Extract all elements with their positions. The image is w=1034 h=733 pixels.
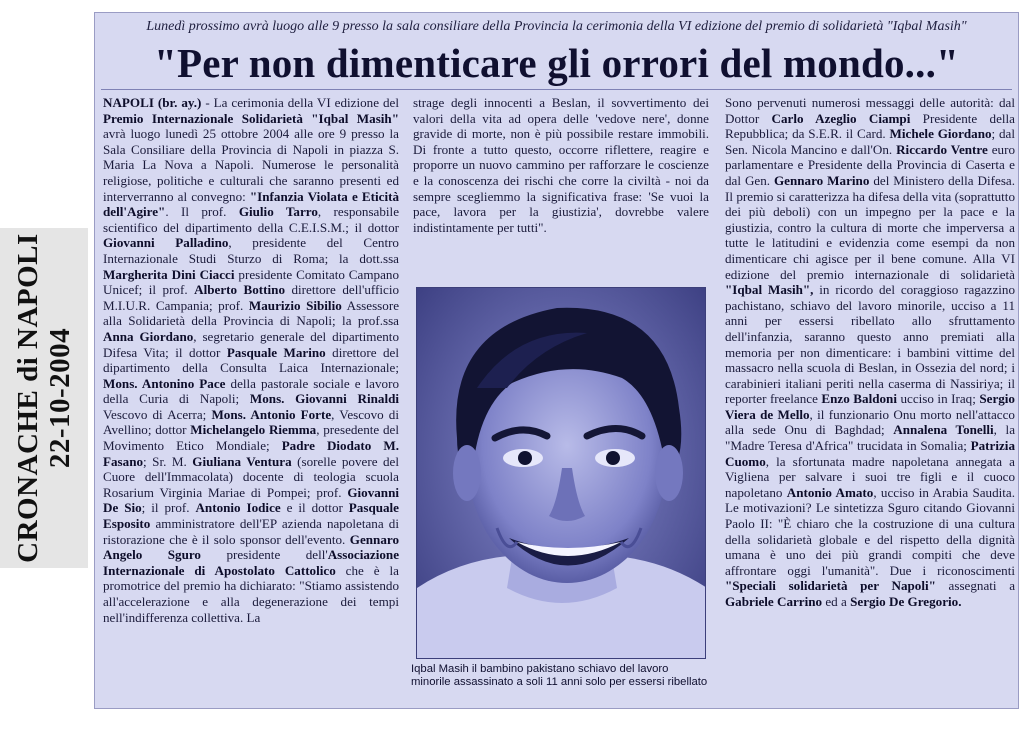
- body-text: della pastorale sociale e lavoro della Curia di Napoli;: [103, 375, 399, 407]
- body-text: - La cerimonia della VI edizione del: [201, 95, 399, 110]
- body-text: Due i riconoscimenti: [878, 562, 1015, 578]
- emphasized-text: Riccardo Ventre: [896, 141, 988, 157]
- emphasized-text: Padre Diodato M. Fasano: [103, 438, 399, 469]
- emphasized-text: Premio Internazionale Solidarietà "Iqbal Masih": [103, 110, 399, 126]
- newspaper-name: CRONACHE di NAPOLI: [12, 233, 44, 563]
- body-text: , presedente del Movimento Etico Mondiale;: [103, 422, 399, 454]
- body-text: , segretario generale del dipartimento Difesa Vita; il dottor: [103, 328, 399, 360]
- article-paragraph: [725, 95, 1015, 610]
- body-text: , ucciso in Arabia Saudita. Le motivazioni? Le sintetizza Sguro citando Giovanni Paolo II: "È chiaro che la costruzione di una cultura della solidarietà globale e del rispetto della dignità umana è uno dei più grandi compiti che deve affrontare oggi l'umanità".: [725, 484, 1016, 578]
- body-text: del Ministero della Difesa. Il premio si caratterizza ha difesa della vita (soprattutto dei più deboli) con un impegno per la pace e la giustizia, contro la cultura di morte che imperversa a tutte le latitudini e evidenzia come esempi da non dimenticare chi agisce per il bene comune.: [725, 172, 1015, 266]
- portrait-photo: [416, 287, 706, 659]
- emphasized-text: Associazione Internazionale di Apostolato Cattolico: [103, 547, 399, 578]
- emphasized-text: Carlo Azeglio Ciampi: [771, 110, 911, 126]
- body-text: avrà luogo lunedì 25 ottobre 2004 alle ore 9 presso la Sala Consiliare della Provincia di Napoli in piazza S. Maria La Nova a Napoli. Numerose le personalità religiose, politiche e culturali che saranno presenti ed interverranno al convegno:: [103, 126, 399, 204]
- article-paragraph: [413, 95, 709, 235]
- body-text: strage degli innocenti a Beslan, il sovvertimento dei valori della vita ad opera delle 'vedove nere', donne gravide di morte, non è più possibile restare immobili.: [413, 95, 709, 142]
- emphasized-text: Alberto Bottino: [194, 282, 285, 298]
- body-text: ; il prof.: [141, 500, 196, 516]
- emphasized-text: Michelangelo Riemma: [190, 422, 317, 438]
- portrait-illustration: [417, 288, 706, 659]
- body-text: , responsabile scientifico del dipartimento della C.E.I.S.M.; il dottor: [103, 204, 400, 235]
- body-text: direttore del dipartimento della Consulta Laica Internazionale;: [103, 344, 399, 376]
- body-text: Sono pervenuti numerosi messaggi delle autorità: dal Dottor: [725, 95, 1015, 126]
- body-text: assegnati a: [935, 578, 1016, 594]
- body-text: , la sfortunata madre napoletana annegata a Vigliena per salvare i suoi tre figli e il cuoco napoletano: [725, 453, 1015, 500]
- emphasized-text: Giulio Tarro: [238, 204, 318, 220]
- body-text: Presidente della Repubblica; da S.E.R. il Card.: [725, 110, 1015, 142]
- body-text: euro parlamentare e Presidente della Provincia di Caserta e dal Gen.: [725, 141, 1015, 188]
- body-text: Vescovo di Acerra;: [103, 406, 212, 422]
- article-paragraph: [103, 95, 399, 625]
- emphasized-text: "Infanzia Violata e Eticità dell'Agire": [103, 188, 399, 220]
- body-text: ; Sr. M.: [143, 453, 193, 469]
- emphasized-text: Enzo Baldoni: [821, 391, 897, 407]
- body-text: presidente dell': [200, 547, 328, 563]
- emphasized-text: Giovanni De Sio: [103, 484, 399, 516]
- emphasized-text: Antonio Amato: [786, 484, 874, 500]
- article-column-1: [103, 95, 399, 707]
- newspaper-source-label: [12, 233, 76, 563]
- article-headline: "Per non dimenticare gli orrori del mondo...": [154, 40, 959, 86]
- headline-divider: [101, 89, 1012, 90]
- body-text: (sorelle povere del Cuore dell'Immacolata) docente di teologia scuola Rosarium Virginia Mariae di Pompei; prof.: [103, 453, 399, 500]
- emphasized-text: Mons. Antonio Forte: [211, 406, 332, 422]
- emphasized-text: NAPOLI (br. ay.): [103, 95, 202, 110]
- emphasized-text: Maurizio Sibilio: [248, 297, 342, 313]
- emphasized-text: Margherita Dini Ciacci: [103, 266, 235, 282]
- emphasized-text: Gennaro Angelo Sguro: [103, 531, 399, 563]
- emphasized-text: Sergio De Gregorio.: [850, 594, 962, 609]
- body-text: ed a: [822, 594, 851, 609]
- emphasized-text: Anna Giordano: [103, 328, 194, 344]
- emphasized-text: Mons. Giovanni Rinaldi: [249, 391, 400, 407]
- body-text: amministratore dell'EP azienda napoletana di ristorazione che è il solo sponsor dell'evento.: [103, 516, 399, 547]
- body-text: Assessore alla Solidarietà della Provincia di Napoli; la prof.ssa: [103, 297, 400, 329]
- newspaper-clipping: [94, 12, 1019, 709]
- body-text: , la "Madre Teresa d'Africa" trucidata in Somalia;: [725, 422, 1016, 454]
- body-text: , il funzionario Onu morto nell'attacco alla sede Onu di Baghdad;: [725, 406, 1015, 438]
- article-kicker: Lunedì prossimo avrà luogo alle 9 presso la sala consiliare della Provincia la cerimonia della VI edizione del premio di solidarietà "Iqbal Masih": [146, 19, 967, 34]
- photo-caption: Iqbal Masih il bambino pakistano schiavo del lavoro minorile assassinato a soli 11 anni solo per essersi ribellato: [411, 663, 708, 688]
- body-text: in ricordo del coraggioso ragazzino pachistano, schiavo del lavoro minorile, ucciso a 11 anni per essersi ribellato allo sfruttamento dell'infanzia, saranno questo anno premiati alla memoria per non dimenticare: i bambini vittime del massacro nella scuola di Beslan, in Ossezia del nord; i carabinieri italiani periti nella caserma di Nassiriya; il reporter freelance: [725, 282, 1015, 407]
- emphasized-text: Patrizia Cuomo: [725, 438, 1015, 469]
- body-text: . Il prof.: [165, 204, 239, 220]
- emphasized-text: Michele Giordano: [889, 126, 992, 142]
- emphasized-text: Annalena Tonelli: [893, 422, 994, 438]
- body-text: ucciso in Iraq;: [896, 391, 980, 407]
- body-text: ; dal Sen. Nicola Mancino e dall'On.: [725, 126, 1015, 157]
- body-text: che è la promotrice del premio ha dichiarato: "Stiamo assistendo all'accelerazione e alla degenerazione dei tempi nell'indifferenza collettiva. La: [103, 562, 399, 625]
- emphasized-text: Gennaro Marino: [774, 172, 870, 188]
- newspaper-date: 22-10-2004: [44, 327, 76, 469]
- emphasized-text: Gabriele Carrino: [725, 594, 823, 609]
- body-text: , Vescovo di Avellino; dottor: [103, 406, 399, 438]
- emphasized-text: Giuliana Ventura: [192, 453, 292, 469]
- body-text: e il dottor: [280, 500, 349, 516]
- emphasized-text: Giovanni Palladino: [103, 235, 229, 251]
- emphasized-text: Pasquale Marino: [226, 344, 326, 360]
- article-column-2: [413, 95, 709, 285]
- body-text: direttore dell'ufficio M.I.U.R. Campania; prof.: [103, 282, 399, 313]
- emphasized-text: Mons. Antonino Pace: [103, 375, 226, 391]
- body-text: Di fronte a tutto questo, occorre riflettere, reagire e proporre un nuovo cammino per rafforzare le coscienze e la conoscenza dei rischi che corre la civiltà - noi da sempre scegliemmo la significativa frase: 'Se vuoi la pace, lavora per la giustizia', dovrebbe valere indistintamente per tutti".: [413, 141, 709, 235]
- emphasized-text: "Speciali solidarietà per Napoli": [725, 578, 936, 594]
- emphasized-text: Pasquale Esposito: [103, 500, 399, 532]
- article-column-3: [725, 95, 1015, 707]
- body-text: Alla VI edizione del premio internazionale di solidarietà: [725, 250, 1015, 282]
- emphasized-text: Antonio Iodice: [195, 500, 281, 516]
- body-text: , presidente del Centro Internazionale Studi Sturzo di Roma; la dott.ssa: [103, 235, 399, 266]
- emphasized-text: Sergio Viera de Mello: [725, 391, 1015, 422]
- body-text: presidente Comitato Campano Unicef; il prof.: [103, 266, 399, 298]
- emphasized-text: "Iqbal Masih",: [725, 282, 814, 298]
